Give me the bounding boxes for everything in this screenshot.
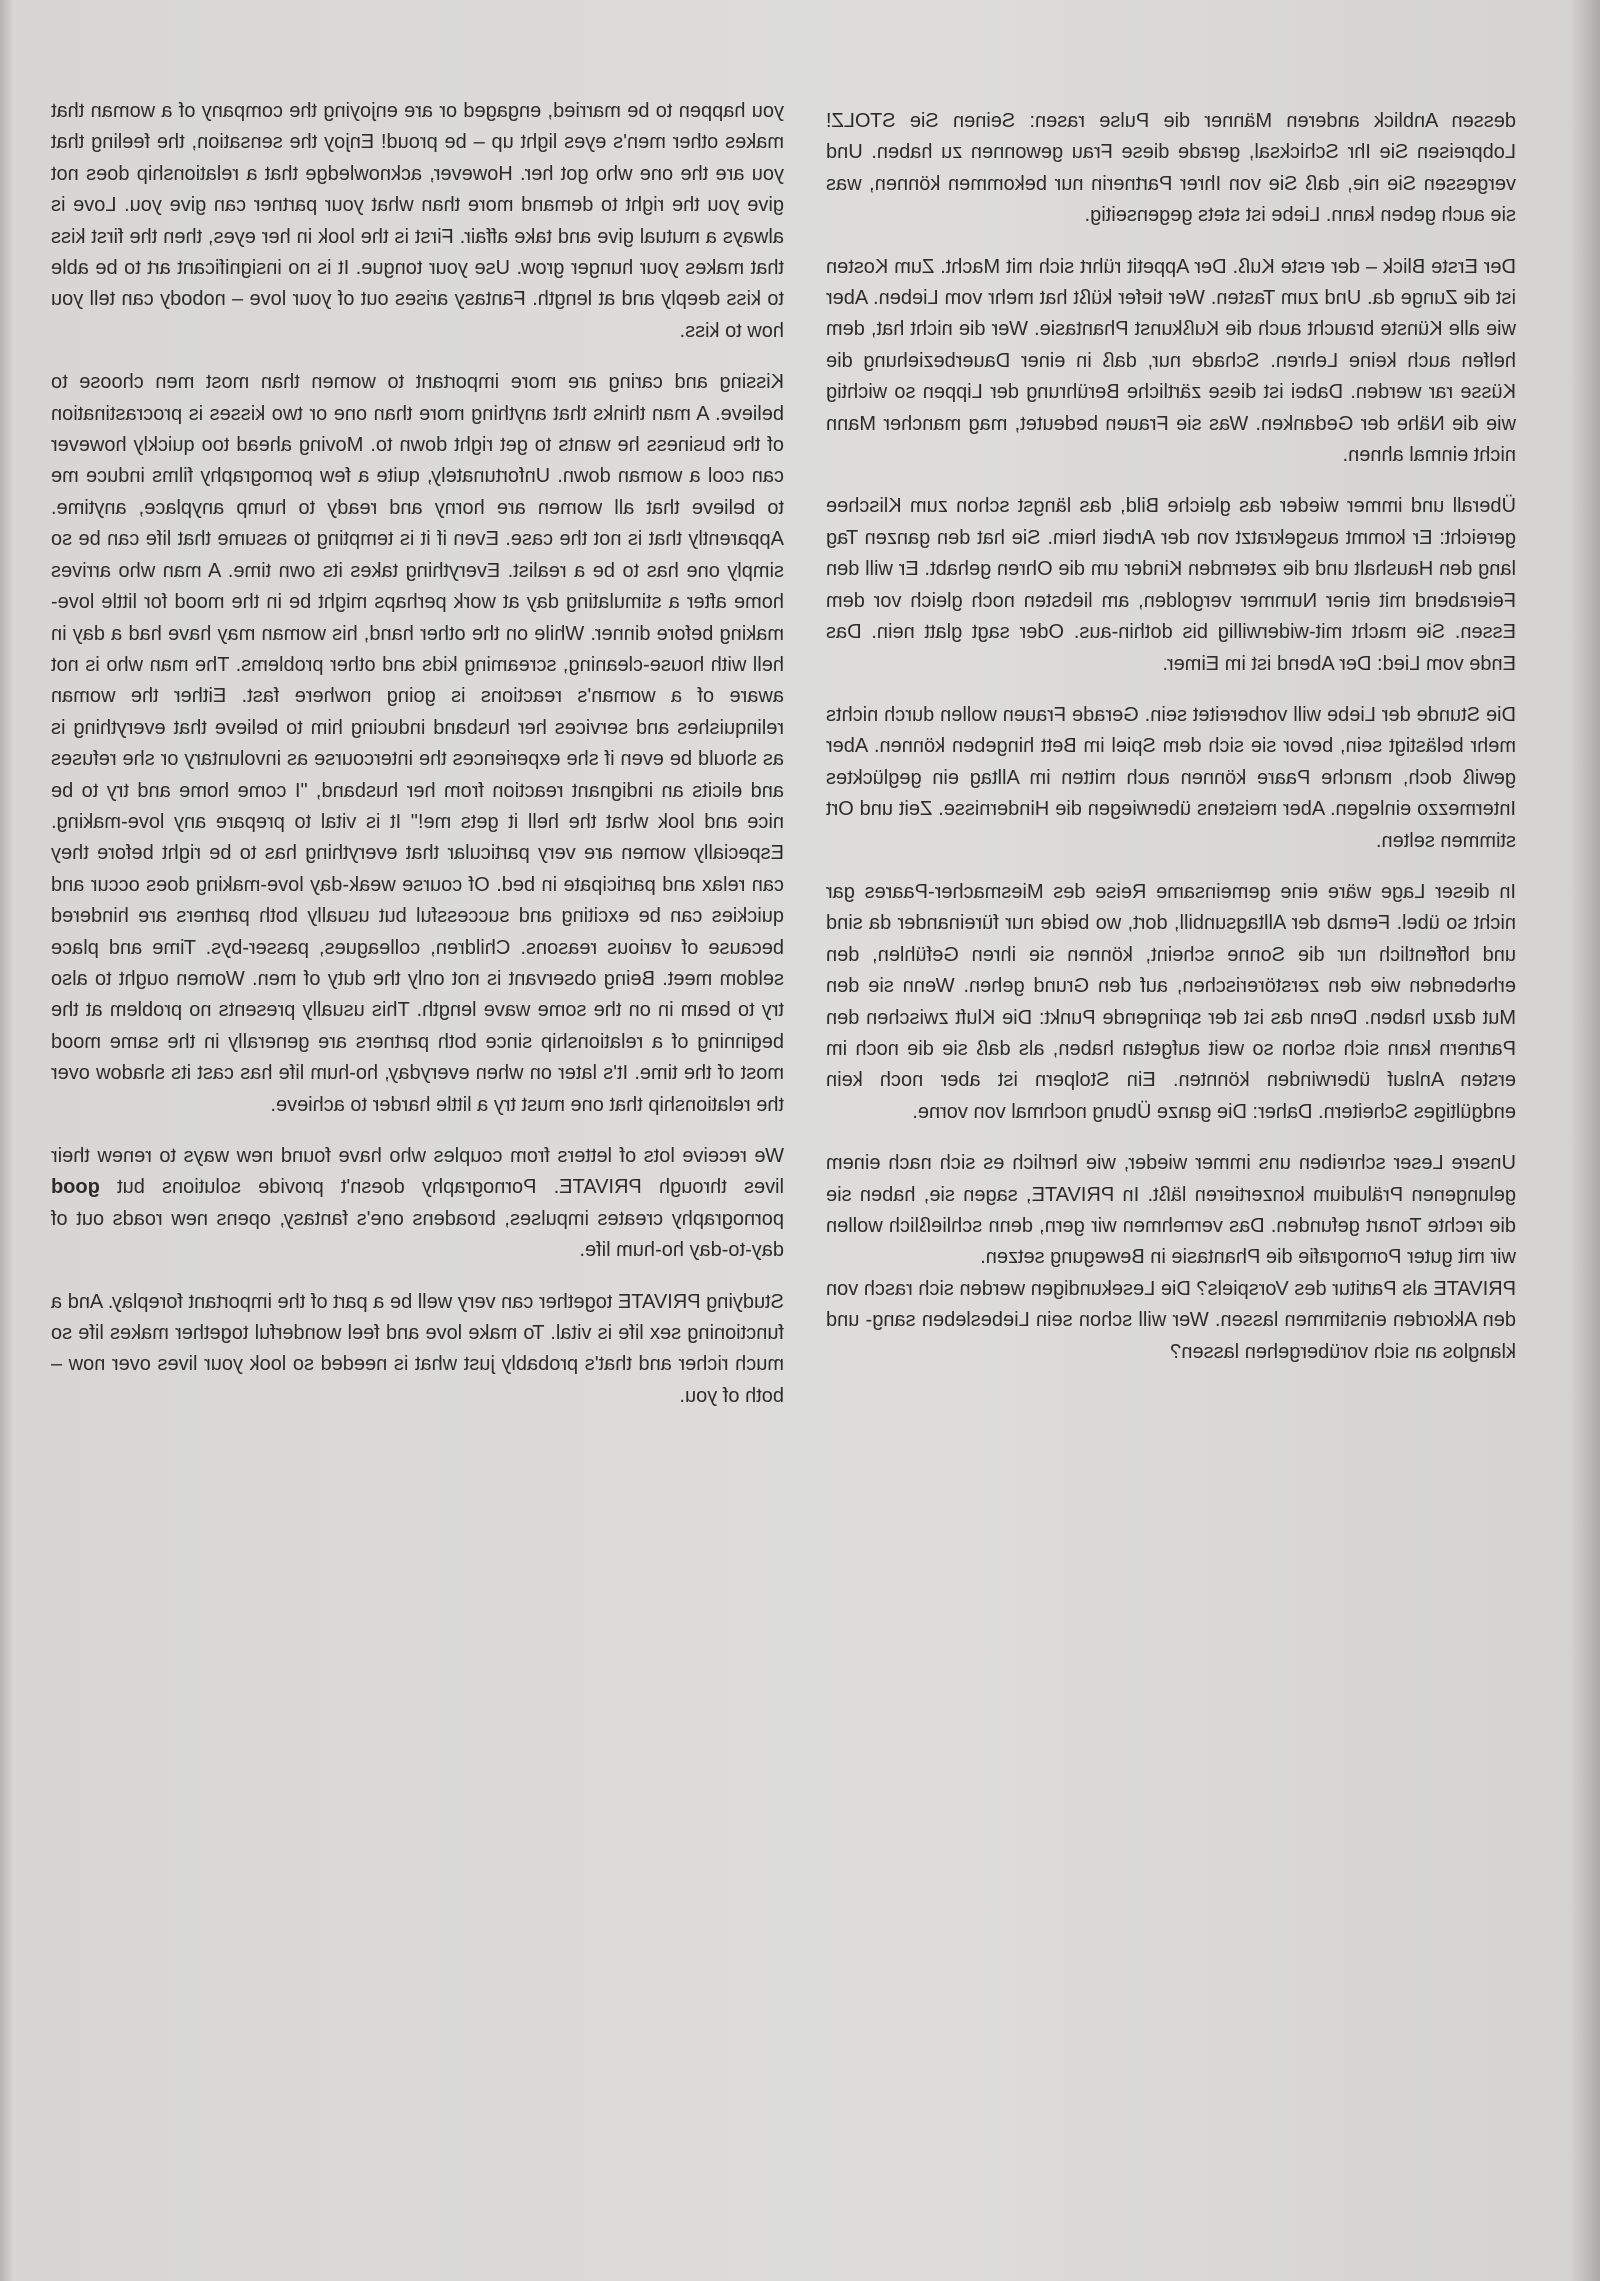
english-text-column [51,96,784,1432]
bold-word-good: good [50,1176,100,1199]
german-text-column [826,106,1516,1388]
english-paragraph-1: you happen to be married, engaged or are enjoying the company of a woman that makes other men's eyes light up – be proud! Enjoy the sensation, the feeling that you are the one who got her. However, acknowledge that a relationship does not give you the right to demand more than what your partner can give you. Love is always a mutual give and take affair. First is the look in her eyes, then the first kiss that makes your hunger grow. Use your tongue. It is no insignificant art to be able to kiss deeply and at length. Fantasy arises out of your love – nobody can tell you how to kiss. [51,100,784,342]
german-paragraph-1: dessen Anblick anderen Männer die Pulse rasen: Seinen Sie STOLZ! Lobpreisen Sie Ihr Schicksal, gerade diese Frau gewonnen zu haben. Und vergessen Sie nie, daß Sie von Ihrer Partnerin nur bekommen können, was sie auch geben kann. Liebe ist stets gegenseitig. [826,110,1516,227]
english-paragraph-2: Kissing and caring are more important to women than most men choose to believe. A man thinks that anything more than one or two kisses is procrastination of the business he wants to get right down to. Moving ahead too quickly however can cool a woman down. Unfortunately, quite a few pornography films induce me to believe that all women are horny and ready to hump anyplace, anytime. Apparently that is not the case. Even if it is tempting to assume that life can be so simply one has to be a realist. Everything takes its own time. A man who arrives home after a stimulating day at work perhaps might be in the mood for little love-making before dinner. While on the other hand, his woman may have had a day in hell with house-cleaning, screaming kids and other problems. The man who is not aware of a woman's reactions is going nowhere fast. Either the woman relinquishes and services her husband inducing him to believe that everything is as should be even if she experiences the intercourse as involuntary or she refuses and elicits an indignant reaction from her husband, "I come home and try to be nice and look what the hell it gets me!" It is vital to prepare any love-making. Especially women are very particular that everything has to be right before they can relax and participate in bed. Of course weak-day love-making does occur and quickies can be exciting and successful but usually both partners are hindered because of various reasons. Children, colleagues, passer-bys. Time and place seldom meet. Being observant is not only the duty of men. Women ought to also try to beam in on the some wave length. This usually presents no problem at the beginning of a relationship since both partners are generally in the same mood most of the time. It's later on when everyday, ho-hum life has cast its shadow over the relationship that one must try a little harder to achieve. [51,371,784,1116]
german-paragraph-2: Der Erste Blick – der erste Kuß. Der Appetit rührt sich mit Macht. Zum Kosten ist die Zunge da. Und zum Tasten. Wer tiefer küßt hat mehr vom Lieben. Aber wie alle Künste braucht auch die Kußkunst Phantasie. Wer die nicht hat, dem helfen auch keine Lehren. Schade nur, daß in einer Dauerbeziehung die Küsse rar werden. Dabei ist diese zärtliche Berührung der Lippen so wichtig wie die Nähe der Gedanken. Was sie Frauen bedeutet, mag mancher Mann nicht einmal ahnen. [826,255,1516,467]
english-paragraph-4: Studying PRIVATE together can very well be a part of the important foreplay. And a functioning sex life is vital. To make love and feel wonderful together makes life so much richer and that's probably just what is needed so look your lives over now – both of you. [51,1290,784,1407]
german-paragraph-3: Überall und immer wieder das gleiche Bild, das längst schon zum Klischee gereicht: Er kommt ausgekratzt von der Arbeit heim. Sie hat den ganzen Tag lang den Haushalt und die zeternden Kinder um die Ohren gehabt. Er will den Feierabend mit einer Nummer vergolden, am liebsten noch gleich vor dem Essen. Sie macht mit-widerwillig bis dothin-aus. Oder sagt glatt nein. Das Ende vom Lied: Der Abend ist im Eimer. [826,495,1516,675]
right-edge-shadow [1570,0,1600,2281]
german-paragraph-4: Die Stunde der Liebe will vorbereitet sein. Gerade Frauen wollen durch nichts mehr belästigt sein, bevor sie sich dem Spiel im Bett hingeben können. Aber gewiß doch, manche Paare können auch mitten im Alltag ein geglücktes Intermezzo einlegen. Aber meistens überwiegen die Hindernisse. Zeit und Ort stimmen selten. [826,703,1516,852]
english-paragraph-3-text: We receive lots of letters from couples who have found new ways to renew their lives through PRIVATE. Pornography doesn't provide solutions but [51,1145,784,1199]
english-paragraph-3 [51,1141,784,1267]
german-paragraph-6: Unsere Leser schreiben uns immer wieder, wie herrlich es sich nach einem gelungenen Präludium konzertieren läßt. In PRIVATE, sagen sie, haben sie die rechte Tonart gefunden. Das vernehmen wir gern, denn schließlich wollen wir mit guter Pornografie die Phantasie in Bewegung setzen. [826,1152,1516,1269]
german-paragraph-5: In dieser Lage wäre eine gemeinsame Reise des Miesmacher-Paares gar nicht so übel. Fernab der Alltagsunbill, dort, wo beide nur füreinander da sind und hoffentlich nur die Sonne scheint, können sie ihren Gefühlen, den erhebenden wie den zerstörerischen, auf den Grund gehen. Wenn sie den Mut dazu haben. Denn das ist der springende Punkt: Die Kluft zwischen den Partnern kann sich schon so weit aufgetan haben, als daß sie die noch im ersten Anlauf überwinden könnten. Ein Stolpern ist aber noch kein endgültiges Scheitern. Daher: Die ganze Übung nochmal von vorne. [826,880,1516,1123]
english-paragraph-3-continuation: pornography creates impulses, broadens one's fantasy, opens new roads out of day-to-day ho-hum life. [51,1207,784,1262]
german-paragraph-7: PRIVATE als Partitur des Vorspiels? Die Lesekundigen werden sich rasch von den Akkorden einstimmen lassen. Wer will schon sein Liebesleben sang- und klanglos an sich vorübergehen lassen? [826,1277,1516,1363]
left-edge-shadow [0,0,14,2281]
